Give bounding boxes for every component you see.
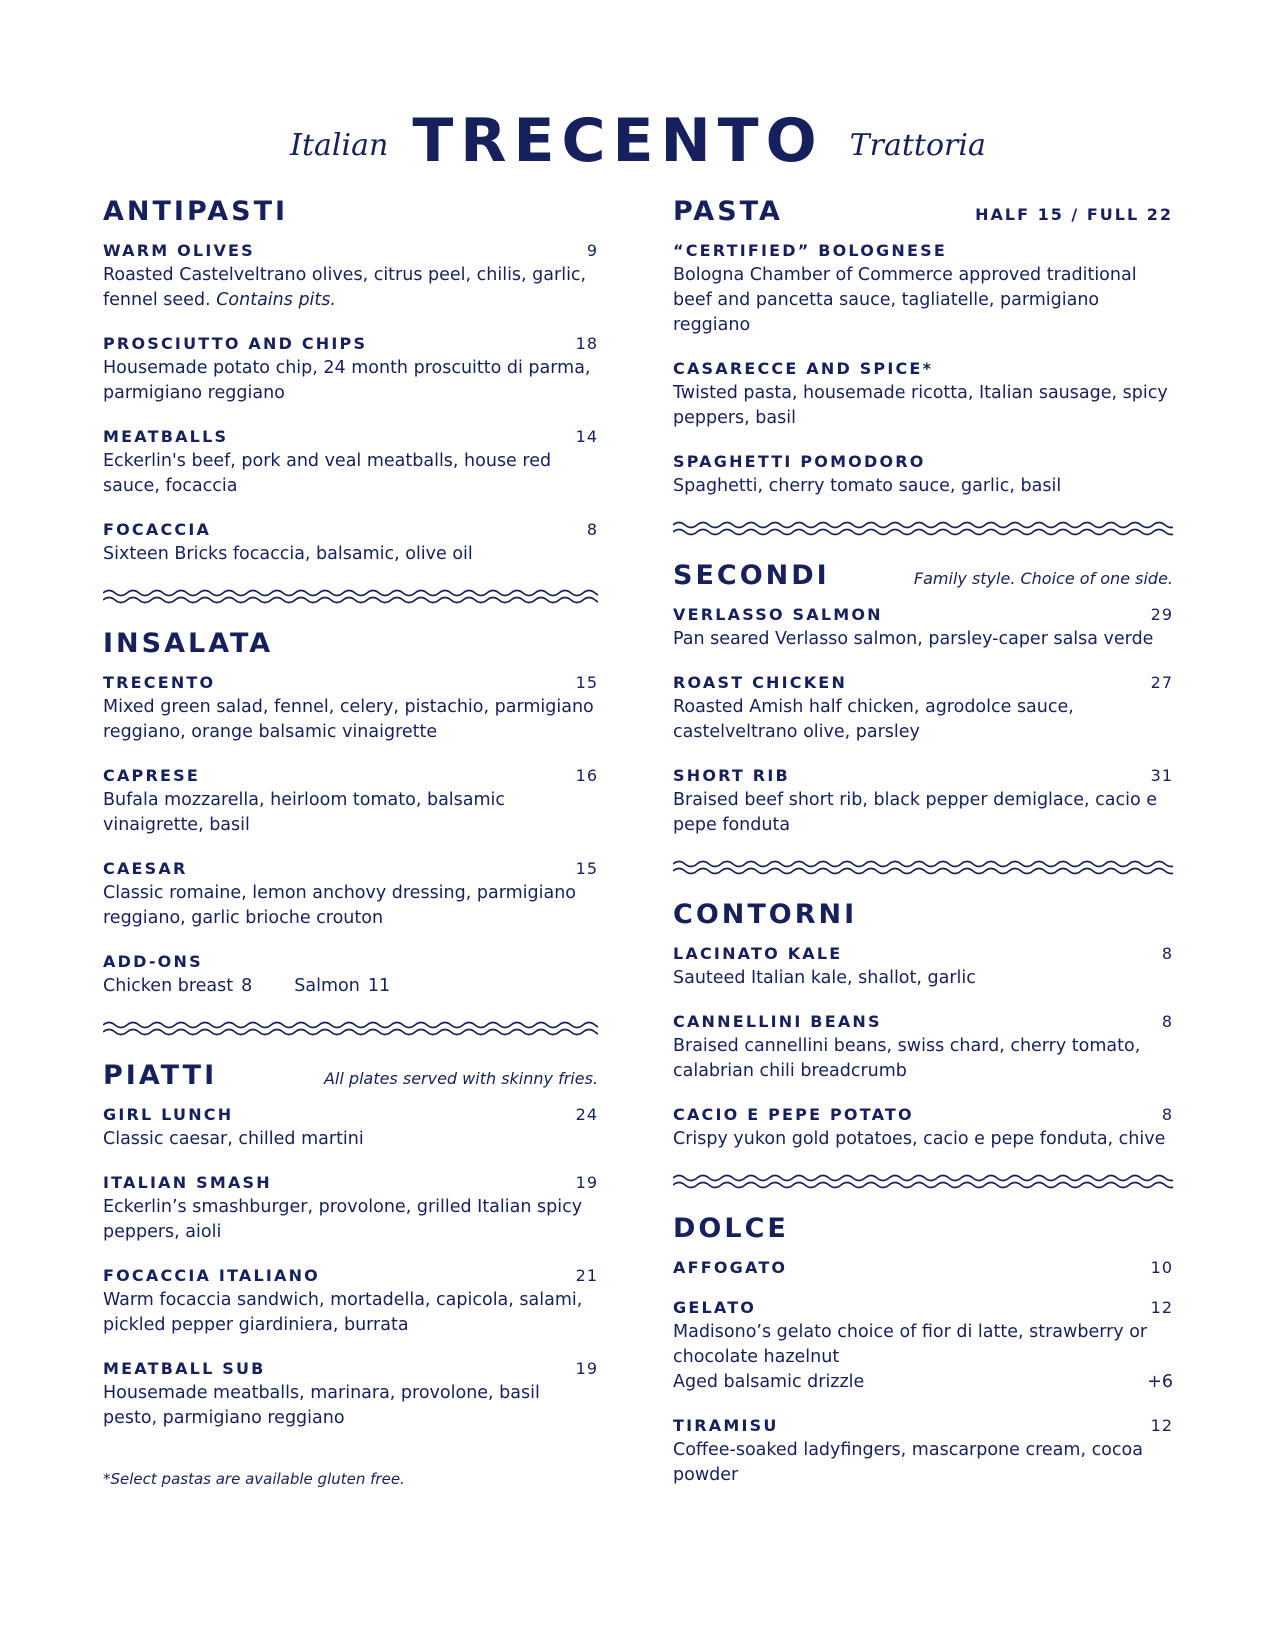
item-description: Bufala mozzarella, heirloom tomato, balsamic vinaigrette, basil: [103, 790, 506, 835]
addons: [103, 952, 598, 999]
item-description: Braised beef short rib, black pepper demiglace, cacio e pepe fonduta: [673, 790, 1158, 835]
item-description: Roasted Amish half chicken, agrodolce sauce, castelveltrano olive, parsley: [673, 697, 1074, 742]
extra-price: +6: [1147, 1372, 1173, 1392]
item-price: 10: [1150, 1258, 1173, 1277]
item-price: 16: [575, 766, 598, 785]
wave-divider: [673, 520, 1173, 538]
item-name: SPAGHETTI POMODORO: [673, 452, 926, 471]
item-name: VERLASSO SALMON: [673, 605, 883, 624]
menu-item: [673, 944, 1173, 991]
item-price: 18: [575, 334, 598, 353]
section-dolce: [673, 1213, 1173, 1488]
wave-divider: [673, 1173, 1173, 1191]
menu-item: [103, 859, 598, 931]
section-title: INSALATA: [103, 628, 274, 659]
item-name: CASARECCE AND SPICE*: [673, 359, 934, 378]
item-description: Madisono’s gelato choice of fior di latte, strawberry or chocolate hazelnut: [673, 1322, 1148, 1367]
item-name: CANNELLINI BEANS: [673, 1012, 882, 1031]
item-price: 8: [1161, 1012, 1173, 1031]
section-contorni: [673, 899, 1173, 1152]
item-name: WARM OLIVES: [103, 241, 255, 260]
item-price: 8: [586, 520, 598, 539]
section-note: All plates served with skinny fries.: [323, 1069, 598, 1088]
menu-item: [673, 241, 1173, 338]
wave-divider: [103, 1020, 598, 1038]
addon-salmon-price: 11: [367, 976, 391, 996]
menu-item: [103, 241, 598, 313]
section-title: SECONDI: [673, 560, 830, 591]
item-description: Housemade meatballs, marinara, provolone, basil pesto, parmigiano reggiano: [103, 1383, 540, 1428]
addon-salmon-label: Salmon: [294, 976, 360, 996]
item-price: 15: [575, 673, 598, 692]
section-piatti: [103, 1060, 598, 1431]
item-description: Roasted Castelveltrano olives, citrus peel, chilis, garlic, fennel seed. Contains pits.: [103, 265, 587, 310]
section-title: DOLCE: [673, 1213, 789, 1244]
right-column: [673, 196, 1173, 1509]
item-name: CAESAR: [103, 859, 188, 878]
menu-item: [103, 520, 598, 567]
menu-item: [673, 1416, 1173, 1488]
item-description: Warm focaccia sandwich, mortadella, capicola, salami, pickled pepper giardiniera, burrata: [103, 1290, 583, 1335]
pasta-price-note: HALF 15 / FULL 22: [975, 205, 1173, 224]
addons-title: ADD-ONS: [103, 952, 203, 971]
item-price: 21: [575, 1266, 598, 1285]
item-name: CAPRESE: [103, 766, 200, 785]
menu-item: [673, 605, 1173, 652]
menu-item: [103, 1266, 598, 1338]
left-column: [103, 196, 598, 1452]
addon-chicken-label: Chicken breast: [103, 976, 234, 996]
item-name: LACINATO KALE: [673, 944, 843, 963]
menu-item: [103, 1105, 598, 1152]
item-price: 12: [1150, 1298, 1173, 1317]
item-description: Braised cannellini beans, swiss chard, cherry tomato, calabrian chili breadcrumb: [673, 1036, 1141, 1081]
item-description: Twisted pasta, housemade ricotta, Italian sausage, spicy peppers, basil: [673, 383, 1168, 428]
item-name: FOCACCIA: [103, 520, 212, 539]
header-trattoria: Trattoria: [849, 127, 986, 163]
item-price: 29: [1150, 605, 1173, 624]
item-price: 8: [1161, 944, 1173, 963]
addon-chicken-price: 8: [241, 976, 253, 996]
item-description: Eckerlin's beef, pork and veal meatballs, house red sauce, focaccia: [103, 451, 552, 496]
item-name: GIRL LUNCH: [103, 1105, 234, 1124]
item-price: 14: [575, 427, 598, 446]
wave-divider: [673, 859, 1173, 877]
item-name: TRECENTO: [103, 673, 216, 692]
item-extra: [673, 1370, 1173, 1395]
menu-item: [103, 334, 598, 406]
item-description: Classic caesar, chilled martini: [103, 1129, 364, 1149]
section-note: Family style. Choice of one side.: [913, 569, 1173, 588]
section-title: PIATTI: [103, 1060, 218, 1091]
menu-item: [673, 452, 1173, 499]
item-name: PROSCIUTTO AND CHIPS: [103, 334, 368, 353]
menu-item: [673, 766, 1173, 838]
section-title: PASTA: [673, 196, 783, 227]
section-title: ANTIPASTI: [103, 196, 289, 227]
item-price: 8: [1161, 1105, 1173, 1124]
wave-divider: [103, 588, 598, 606]
item-name: FOCACCIA ITALIANO: [103, 1266, 320, 1285]
item-description: Sixteen Bricks focaccia, balsamic, olive oil: [103, 544, 473, 564]
item-name: ROAST CHICKEN: [673, 673, 848, 692]
item-description: Pan seared Verlasso salmon, parsley-caper salsa verde: [673, 629, 1154, 649]
section-title: CONTORNI: [673, 899, 858, 930]
menu-header: [0, 96, 1276, 186]
menu-item: [673, 1258, 1173, 1277]
item-description: Eckerlin’s smashburger, provolone, grilled Italian spicy peppers, aioli: [103, 1197, 583, 1242]
menu-item: [103, 766, 598, 838]
item-description: Coffee-soaked ladyfingers, mascarpone cream, cocoa powder: [673, 1440, 1143, 1485]
item-description: Housemade potato chip, 24 month proscuitto di parma, parmigiano reggiano: [103, 358, 591, 403]
section-pasta: [673, 196, 1173, 499]
restaurant-name: TRECENTO: [412, 106, 824, 176]
item-description: Crispy yukon gold potatoes, cacio e pepe fonduta, chive: [673, 1129, 1166, 1149]
menu-item: [673, 1012, 1173, 1084]
item-description: Spaghetti, cherry tomato sauce, garlic, basil: [673, 476, 1062, 496]
item-name: CACIO E PEPE POTATO: [673, 1105, 914, 1124]
item-price: 19: [575, 1173, 598, 1192]
item-name: TIRAMISU: [673, 1416, 779, 1435]
item-price: 24: [575, 1105, 598, 1124]
item-name: GELATO: [673, 1298, 757, 1317]
menu-item: [103, 673, 598, 745]
menu-item: [673, 673, 1173, 745]
item-price: 19: [575, 1359, 598, 1378]
gluten-free-footnote: *Select pastas are available gluten free.: [103, 1470, 405, 1488]
menu-item: [103, 1359, 598, 1431]
addons-line: [103, 974, 598, 999]
menu-item: [673, 1298, 1173, 1395]
menu-item: [103, 427, 598, 499]
item-price: 9: [586, 241, 598, 260]
item-price: 27: [1150, 673, 1173, 692]
section-insalata: [103, 628, 598, 999]
item-name: AFFOGATO: [673, 1258, 788, 1277]
item-price: 15: [575, 859, 598, 878]
header-italian: Italian: [290, 127, 389, 163]
menu-item: [673, 1105, 1173, 1152]
item-description: Bologna Chamber of Commerce approved traditional beef and pancetta sauce, tagliatelle, parmigiano reggiano: [673, 265, 1137, 335]
item-note: Contains pits.: [216, 290, 336, 310]
item-name: “CERTIFIED” BOLOGNESE: [673, 241, 947, 260]
item-name: MEATBALL SUB: [103, 1359, 266, 1378]
item-name: MEATBALLS: [103, 427, 229, 446]
menu-item: [673, 359, 1173, 431]
menu-item: [103, 1173, 598, 1245]
item-name: SHORT RIB: [673, 766, 790, 785]
item-price: 31: [1150, 766, 1173, 785]
section-secondi: [673, 560, 1173, 838]
item-price: 12: [1150, 1416, 1173, 1435]
item-description: Mixed green salad, fennel, celery, pistachio, parmigiano reggiano, orange balsamic vinaigrette: [103, 697, 594, 742]
item-name: ITALIAN SMASH: [103, 1173, 272, 1192]
section-antipasti: [103, 196, 598, 567]
item-description: Sauteed Italian kale, shallot, garlic: [673, 968, 976, 988]
extra-label: Aged balsamic drizzle: [673, 1372, 865, 1392]
item-description: Classic romaine, lemon anchovy dressing, parmigiano reggiano, garlic brioche crouton: [103, 883, 576, 928]
